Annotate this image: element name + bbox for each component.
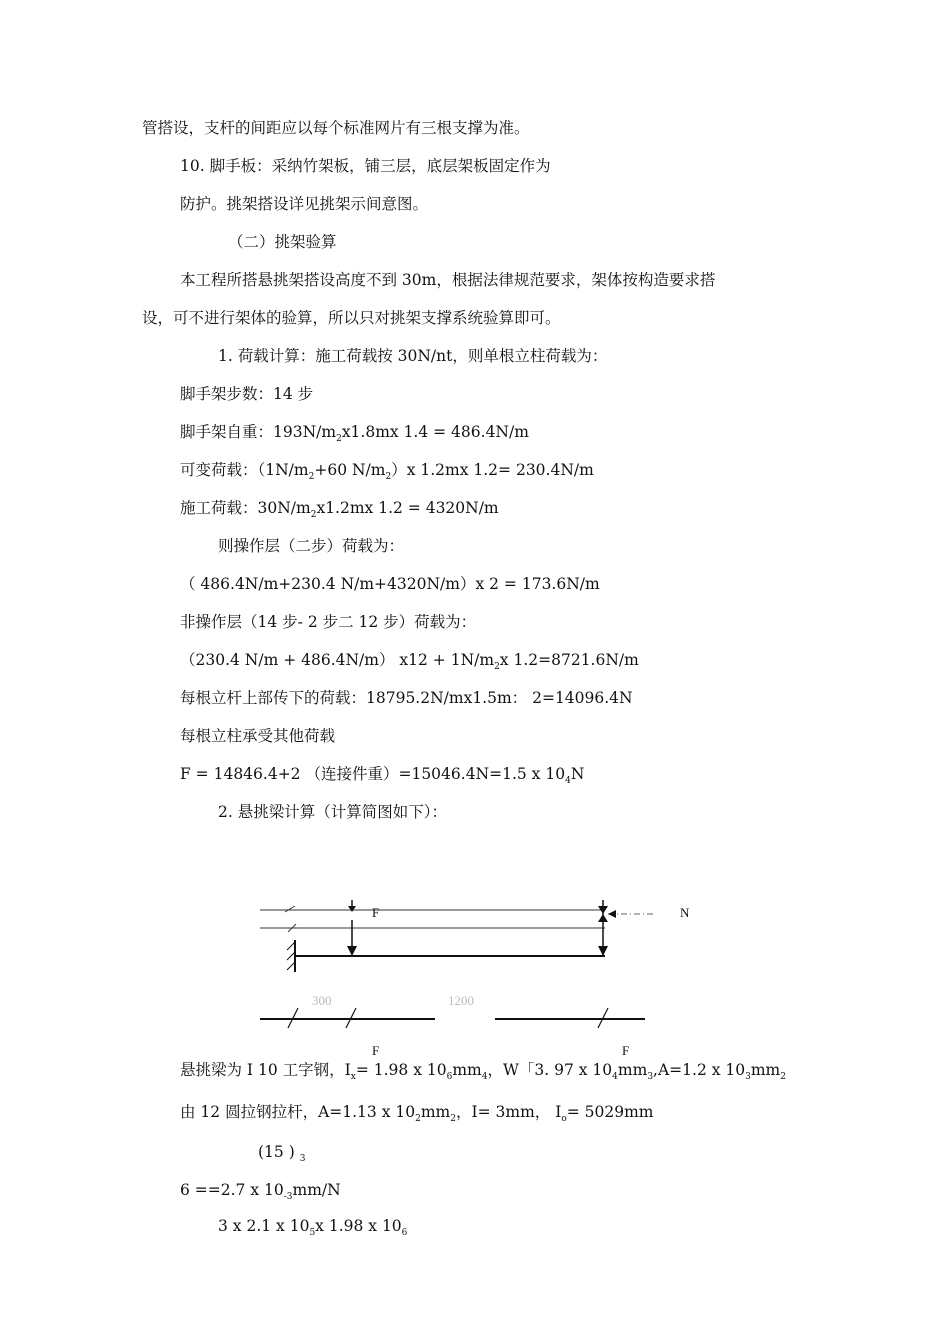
subscript: 2 bbox=[308, 472, 315, 483]
wall-hatch bbox=[287, 962, 295, 970]
subscript: o bbox=[561, 1114, 567, 1125]
text: 脚手架自重：193N/m bbox=[180, 423, 337, 441]
label-F-top: F bbox=[372, 905, 380, 920]
text-line: 则操作层（二步）荷载为： bbox=[218, 537, 405, 555]
text-line: 每根立杆上部传下的荷载：18795.2N/mx1.5m： 2=14096.4N bbox=[180, 689, 633, 707]
text: ，W「3. 97 x 10 bbox=[487, 1061, 613, 1079]
subscript: 6 bbox=[446, 1072, 453, 1083]
formula-line bbox=[180, 764, 584, 791]
load-arrowhead-F1 bbox=[347, 946, 357, 956]
text-line: 1. 荷载计算：施工荷载按 30N/nt，则单根立柱荷载为： bbox=[218, 347, 608, 365]
text: x1.2mx 1.2 = 4320N/m bbox=[316, 499, 499, 517]
subscript: 3 bbox=[647, 1072, 654, 1083]
subscript: 2 bbox=[450, 1114, 456, 1125]
subscript: 2 bbox=[780, 1072, 786, 1083]
text: = 1.98 x 10 bbox=[355, 1061, 447, 1079]
text: F = 14846.4+2 （连接件重）=15046.4N=1.5 x 10 bbox=[180, 765, 566, 783]
text: 可变荷载：（1N/m bbox=[180, 461, 309, 479]
subscript: 4 bbox=[481, 1072, 488, 1083]
wall-hatch bbox=[287, 952, 295, 960]
formula-line bbox=[218, 1216, 407, 1243]
label-F-bottom: F bbox=[372, 1043, 380, 1058]
subscript: 2 bbox=[336, 434, 342, 445]
subscript: 2 bbox=[385, 472, 392, 483]
break-mark bbox=[285, 906, 295, 912]
load-arrowhead-F2 bbox=[598, 946, 608, 956]
subscript: 4 bbox=[612, 1072, 618, 1083]
text-line: 2. 悬挑梁计算（计算简图如下）： bbox=[218, 803, 447, 821]
text: 施工荷载：30N/m bbox=[180, 499, 311, 517]
subscript: 6 bbox=[401, 1228, 408, 1239]
subscript: -3 bbox=[283, 1192, 293, 1203]
subscript: 5 bbox=[309, 1228, 316, 1239]
text: mm bbox=[750, 1061, 781, 1079]
formula-line bbox=[258, 1142, 305, 1169]
text: ,A=1.2 x 10 bbox=[653, 1061, 746, 1079]
label-F-bottom: F bbox=[622, 1043, 630, 1058]
formula-line bbox=[180, 1180, 341, 1207]
formula-line bbox=[180, 1060, 786, 1087]
text: 6 ==2.7 x 10 bbox=[180, 1181, 284, 1199]
subscript: 3 bbox=[299, 1154, 306, 1165]
subscript: 2 bbox=[415, 1114, 421, 1125]
label-N: N bbox=[680, 905, 690, 920]
formula-line bbox=[180, 1102, 654, 1129]
subscript: 3 bbox=[745, 1072, 751, 1083]
subscript: 2 bbox=[494, 662, 500, 673]
tie-force-arrowhead bbox=[608, 910, 616, 918]
text: mm/N bbox=[292, 1181, 341, 1199]
text-line: 每根立柱承受其他荷载 bbox=[180, 727, 336, 745]
text: x 1.98 x 10 bbox=[315, 1217, 402, 1235]
subscript: 4 bbox=[565, 776, 571, 787]
text-line: 设，可不进行架体的验算，所以只对挑架支撑系统验算即可。 bbox=[142, 309, 561, 327]
formula-line bbox=[180, 460, 594, 487]
dimension-label: 300 bbox=[312, 993, 332, 1008]
text: 3 x 2.1 x 10 bbox=[218, 1217, 310, 1235]
subscript: 2 bbox=[310, 510, 317, 521]
text: (15 ) bbox=[258, 1143, 295, 1161]
formula-line: （ 486.4N/m+230.4 N/m+4320N/m）x 2 = 173.6N/m bbox=[180, 575, 600, 593]
subscript: x bbox=[350, 1072, 356, 1083]
section-heading: （二）挑架验算 bbox=[228, 233, 337, 251]
formula-line bbox=[180, 422, 529, 449]
text: 由 12 圆拉钢拉杆，A=1.13 x 10 bbox=[180, 1103, 416, 1121]
text: mm bbox=[617, 1061, 648, 1079]
cantilever-beam-diagram bbox=[0, 880, 950, 1060]
text-line: 非操作层（14 步- 2 步二 12 步）荷载为： bbox=[180, 613, 477, 631]
text: ）x 1.2mx 1.2= 230.4N/m bbox=[391, 461, 594, 479]
text: mm bbox=[420, 1103, 451, 1121]
formula-line bbox=[180, 498, 499, 525]
load-arrowhead-top bbox=[348, 906, 356, 912]
dimension-label: 1200 bbox=[448, 993, 474, 1008]
text: +60 N/m bbox=[314, 461, 386, 479]
text: 悬挑梁为 I 10 工字钢，I bbox=[180, 1061, 351, 1079]
text-line: 脚手架步数：14 步 bbox=[180, 385, 314, 403]
text-line: 本工程所搭悬挑架搭设高度不到 30m，根据法律规范要求，架体按构造要求搭 bbox=[180, 271, 716, 289]
support-arrowhead bbox=[598, 914, 608, 922]
text: = 5029mm bbox=[566, 1103, 654, 1121]
text: mm bbox=[452, 1061, 482, 1079]
text-line: 防护。挑架搭设详见挑架示间意图。 bbox=[180, 195, 429, 213]
text: N bbox=[570, 765, 585, 783]
text-line: 10. 脚手板：采纳竹架板，铺三层，底层架板固定作为 bbox=[180, 157, 551, 175]
text: x1.8mx 1.4 = 486.4N/m bbox=[341, 423, 529, 441]
text: x 1.2=8721.6N/m bbox=[499, 651, 639, 669]
text-line: 管搭设，支杆的间距应以每个标准网片有三根支撑为准。 bbox=[142, 119, 530, 137]
formula-line bbox=[180, 650, 639, 677]
text: （230.4 N/m + 486.4N/m） x12 + 1N/m bbox=[180, 651, 495, 669]
wall-hatch bbox=[287, 942, 295, 950]
text: ，I= 3mm， I bbox=[455, 1103, 562, 1121]
